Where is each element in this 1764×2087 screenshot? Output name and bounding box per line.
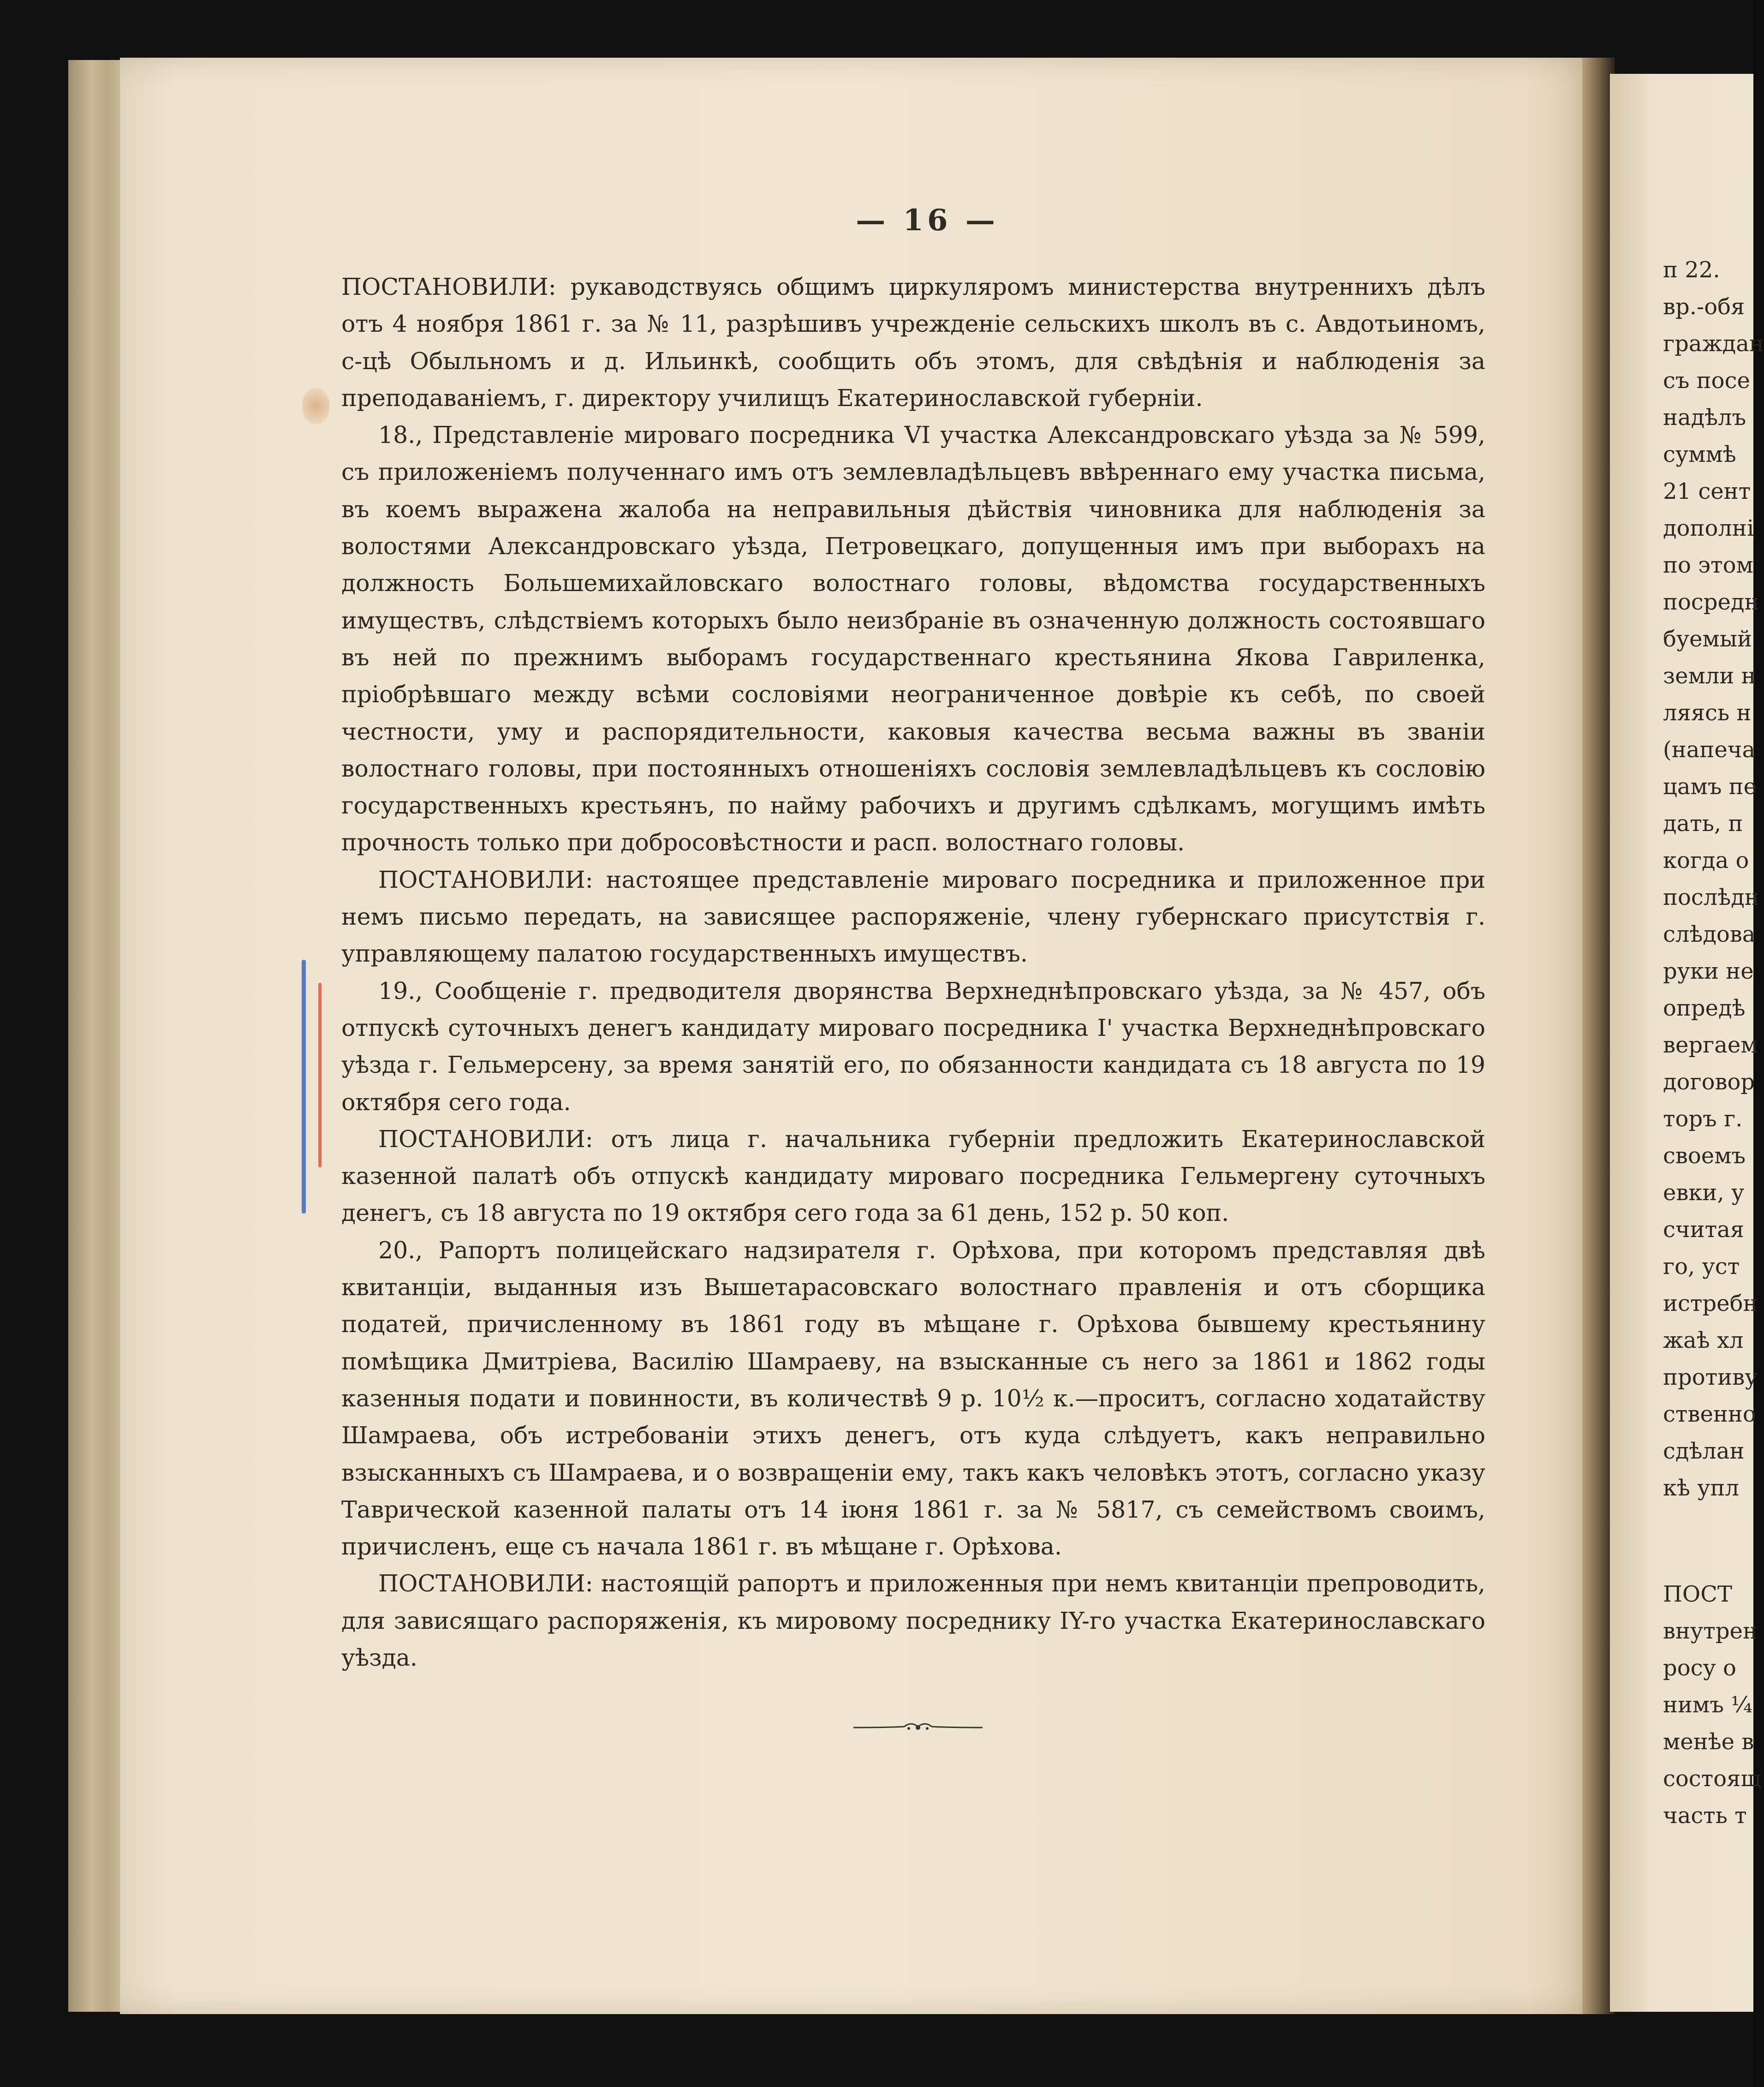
facing-line: (напеча [1663, 737, 1756, 763]
facing-line: цамъ пе [1663, 774, 1757, 800]
facing-line: вр.-обя [1663, 294, 1745, 320]
facing-line: 21 сент [1663, 478, 1751, 504]
facing-line: руки не [1663, 958, 1754, 984]
facing-line: ПОСТ [1663, 1581, 1732, 1607]
facing-line: менѣе в [1663, 1729, 1754, 1755]
paragraph-resolved-1: ПОСТАНОВИЛИ: рукаводствуясь общимъ циркуляромъ министерства внутреннихъ дѣлъ отъ 4 ноября 1861 г. за № 11, разрѣшивъ учрежденіе сельскихъ школъ въ с. Авдотьиномъ, с-цѣ Обыльномъ и д. Ильинкѣ, сообщить объ этомъ, для свѣдѣнія и наблюденія за преподаваніемъ, г. директору училищъ Екатеринославской губерніи. [341, 273, 1485, 412]
paper-stain [302, 388, 330, 425]
facing-line: договор [1663, 1069, 1755, 1095]
blue-pencil-margin-mark [302, 960, 306, 1214]
facing-line: внутрен [1663, 1618, 1758, 1644]
facing-line: суммѣ [1663, 442, 1736, 467]
facing-line: торъ г. [1663, 1106, 1743, 1132]
facing-line: ляясь н [1663, 700, 1752, 726]
facing-line: го, уст [1663, 1254, 1740, 1280]
paragraph-item-18: 18., Представленіе мироваго посредника VI участка Александровскаго уѣзда за № 599, съ приложеніемъ полученнаго имъ отъ землевладѣльцевъ ввѣреннаго ему участка письма, въ коемъ выражена жалоба на неправильныя дѣйствія чиновника для наблюденія за волостями Александровскаго уѣзда, Петровецкаго, допущенныя имъ при выборахъ на должность Большемихайловскаго волостнаго головы, вѣдомства государственныхъ имуществъ, слѣдствіемъ которыхъ было неизбраніе въ означенную должность состоявшаго въ ней по прежнимъ выборамъ государственнаго крестьянина Якова Гавриленка, пріобрѣвшаго между всѣми сословіями неограниченное довѣріе къ себѣ, по своей честности, уму и распорядительности, каковыя качества весьма важны въ званіи волостнаго головы, при постоянныхъ отношеніяхъ сословія землевладѣльцевъ къ сословію государственныхъ крестьянъ, по найму рабочихъ и другимъ сдѣлкамъ, могущимъ имѣть прочность только при добросовѣстности и расп. волостнаго головы. [341, 421, 1485, 856]
paragraph-item-20: 20., Рапортъ полицейскаго надзирателя г. Орѣхова, при которомъ представляя двѣ квитанціи, выданныя изъ Вышетарасовскаго волостнаго правленія и отъ сборщика податей, причисленному въ 1861 году въ мѣщане г. Орѣхова бывшему крестьянину помѣщика Дмитріева, Василію Шамраеву, на взысканные съ него за 1861 и 1862 годы казенныя подати и повинности, въ количествѣ 9 р. 10½ к.—проситъ, согласно ходатайству Шамраева, объ истребованіи этихъ денегъ, отъ куда слѣдуетъ, какъ неправильно взысканныхъ съ Шамраева, и о возвращеніи ему, такъ какъ человѣкъ этотъ, согласно указу Таврической казенной палаты отъ 14 іюня 1861 г. за № 5817, съ семействомъ своимъ, причисленъ, еще съ начала 1861 г. въ мѣщане г. Орѣхова. [341, 1236, 1485, 1561]
page-number: — 16 — [856, 203, 999, 238]
facing-line: росу о [1663, 1655, 1736, 1681]
facing-line: ственно [1663, 1401, 1756, 1427]
facing-line: дополні [1663, 515, 1754, 541]
facing-line: граждан [1663, 331, 1764, 357]
facing-line: опредѣ [1663, 995, 1746, 1021]
facing-line: дать, п [1663, 811, 1743, 837]
facing-line: считая [1663, 1217, 1745, 1243]
paragraph-item-19: 19., Сообщеніе г. предводителя дворянства Верхнеднѣпровскаго уѣзда, за № 457, объ отпускѣ суточныхъ денегъ кандидату мироваго посредника I' участка Верхнеднѣпровскаго уѣзда г. Гельмерсену, за время занятій его, по обязанности кандидата съ 18 августа по 19 октября сего года. [341, 977, 1485, 1116]
facing-line: противу [1663, 1364, 1758, 1390]
paragraph-resolved-20: ПОСТАНОВИЛИ: настоящій рапортъ и приложенныя при немъ квитанціи препроводить, для зависящаго распоряженія, къ мировому посреднику IY-го участка Екатеринославскаго уѣзда. [341, 1570, 1485, 1671]
facing-line: евки, у [1663, 1180, 1745, 1206]
facing-line: кѣ упл [1663, 1475, 1739, 1501]
facing-page-text [1663, 251, 1764, 1834]
page-body-text [341, 269, 1485, 1676]
paragraph-resolved-18: ПОСТАНОВИЛИ: настоящее представленіе мироваго посредника и приложенное при немъ письмо передать, на зависящее распоряженіе, члену губернскаго присутствія г. управляющему палатою государственныхъ имуществъ. [341, 866, 1485, 968]
facing-line: слѣдова [1663, 921, 1756, 947]
facing-line: земли н [1663, 663, 1756, 689]
facing-line: часть т [1663, 1803, 1747, 1829]
facing-line: состоящ [1663, 1766, 1762, 1792]
end-ornament-icon [849, 1717, 987, 1736]
facing-line: съ посе [1663, 368, 1750, 394]
facing-line: п 22. [1663, 257, 1720, 283]
facing-line: по этом [1663, 552, 1753, 578]
facing-line: посредн [1663, 589, 1759, 615]
facing-line: нимъ ¹⁄₄ [1663, 1692, 1752, 1718]
facing-line: послѣдн [1663, 885, 1759, 910]
facing-gap [1663, 1507, 1760, 1576]
facing-line: жаѣ хл [1663, 1328, 1744, 1353]
paragraph-resolved-19: ПОСТАНОВИЛИ: отъ лица г. начальника губерніи предложить Екатеринославской казенной палатѣ объ отпускѣ кандидату мироваго посредника Гельмергену суточныхъ денегъ, съ 18 августа по 19 октября сего года за 61 день, 152 р. 50 коп. [341, 1125, 1485, 1227]
facing-line: надѣлъ [1663, 405, 1746, 431]
facing-line: вергаем [1663, 1032, 1758, 1058]
facing-line: когда о [1663, 848, 1749, 873]
red-pencil-margin-mark [318, 983, 322, 1167]
facing-line: своемъ [1663, 1143, 1746, 1169]
facing-line: буемый [1663, 626, 1752, 652]
facing-line: сдѣлан [1663, 1438, 1745, 1464]
facing-line: истребн [1663, 1291, 1758, 1316]
